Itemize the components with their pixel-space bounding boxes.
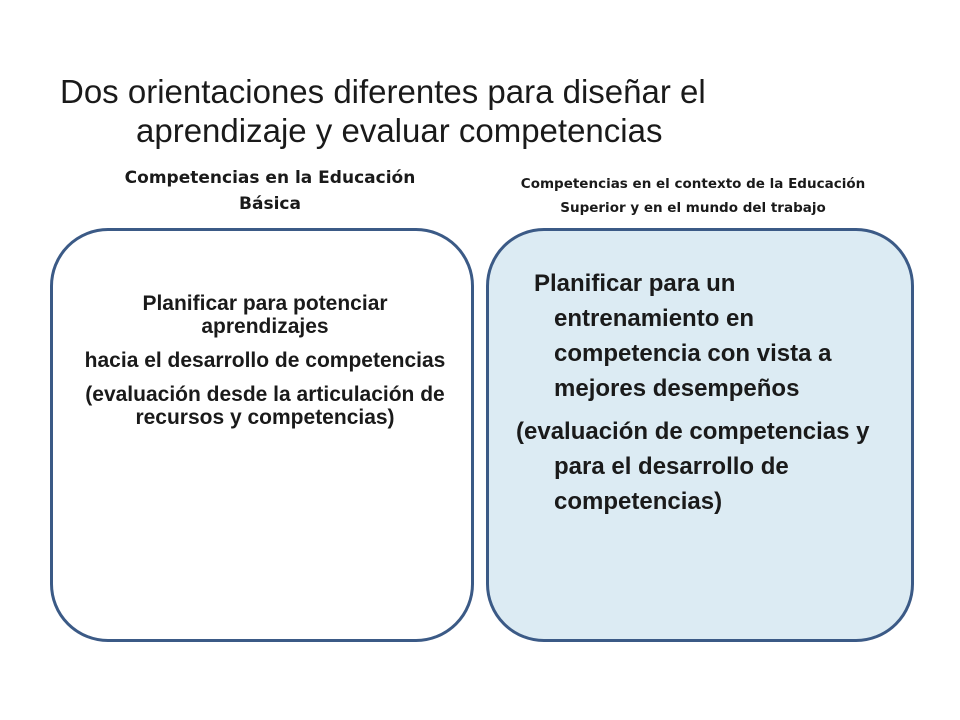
left-box-paragraph-3: (evaluación desde la articulación de recursos y competencias) (85, 383, 445, 429)
slide-title-line2: aprendizaje y evaluar competencias (136, 112, 663, 149)
right-box-paragraph-1 (516, 266, 896, 406)
right-column-heading (488, 172, 898, 220)
right-box-paragraph-2: (evaluación de competencias y para el desarrollo de competencias) (516, 418, 870, 515)
right-box-paragraph-1-first-line: Planificar para un (534, 270, 736, 297)
right-heading-line1: Competencias en el contexto de la Educación (520, 176, 866, 192)
slide-title (60, 72, 920, 150)
left-box-paragraph-1: Planificar para potenciar aprendizajes (142, 292, 388, 338)
left-box-text (80, 292, 450, 440)
left-heading-line1: Competencias en la Educación (124, 168, 416, 188)
right-heading-line2: Superior y en el mundo del trabajo (560, 200, 826, 216)
left-column-heading (70, 165, 470, 217)
slide-title-line1: Dos orientaciones diferentes para diseñar el (60, 73, 706, 110)
left-box-paragraph-2: hacia el desarrollo de competencias (84, 349, 446, 372)
left-heading-line2: Básica (239, 194, 301, 214)
right-box-paragraph-1-rest: entrenamiento en competencia con vista a mejores desempeños (554, 305, 832, 402)
right-box-text (516, 266, 896, 519)
